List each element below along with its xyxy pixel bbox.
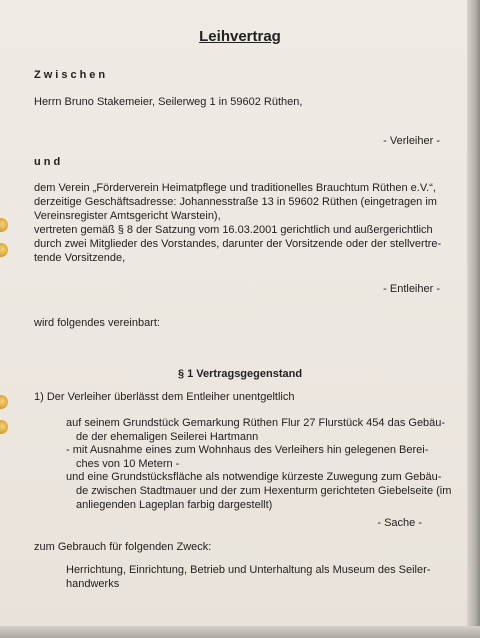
- clause-1: 1) Der Verleiher überlässt dem Entleiher unentgeltlich: [34, 391, 295, 403]
- lender-role: - Verleiher -: [383, 135, 440, 147]
- association-line: derzeitige Geschäftsadresse: Johannesstraße 13 in 59602 Rüthen (eingetragen im: [34, 196, 437, 208]
- page-edge: [467, 0, 480, 638]
- lender-name: Herrn Bruno Stakemeier, Seilerweg 1 in 59602 Rüthen,: [34, 96, 303, 108]
- party-separator-und: und: [34, 156, 64, 168]
- association-line: durch zwei Mitglieder des Vorstandes, darunter der Vorsitzende oder der stellvertre-: [34, 238, 442, 250]
- document-title: Leihvertrag: [199, 28, 281, 45]
- property-line: de zwischen Stadtmauer und der zum Hexenturm gerichteten Giebelseite (im: [76, 485, 452, 497]
- purpose-line: Herrichtung, Einrichtung, Betrieb und Unterhaltung als Museum des Seiler-: [66, 564, 431, 576]
- party-separator-zwischen: Zwischen: [34, 69, 109, 81]
- punch-hole: [0, 243, 8, 257]
- property-line: und eine Grundstücksfläche als notwendige kürzeste Zuwegung zum Gebäu-: [66, 471, 442, 483]
- agreement-intro: wird folgendes vereinbart:: [34, 317, 160, 329]
- thing-role: - Sache -: [377, 517, 422, 529]
- punch-hole: [0, 218, 8, 232]
- punch-hole: [0, 420, 8, 434]
- association-line: vertreten gemäß § 8 der Satzung vom 16.03.2001 gerichtlich und außergerichtlich: [34, 224, 433, 236]
- association-line: Vereinsregister Amtsgericht Warstein),: [34, 210, 221, 222]
- property-line: auf seinem Grundstück Gemarkung Rüthen Flur 27 Flurstück 454 das Gebäu-: [66, 417, 446, 429]
- punch-hole: [0, 395, 8, 409]
- purpose-intro: zum Gebrauch für folgenden Zweck:: [34, 541, 212, 553]
- association-line: dem Verein „Förderverein Heimatpflege und traditionelles Brauchtum Rüthen e.V.“,: [34, 182, 436, 194]
- property-line: ches von 10 Metern -: [76, 458, 180, 470]
- section-1-heading: § 1 Vertragsgegenstand: [177, 368, 303, 380]
- page-bottom-edge: [0, 626, 480, 638]
- property-line: - mit Ausnahme eines zum Wohnhaus des Verleihers hin gelegenen Berei-: [66, 444, 429, 456]
- property-line: de der ehemaligen Seilerei Hartmann: [76, 431, 259, 443]
- property-line: anliegenden Lageplan farbig dargestellt): [76, 499, 273, 511]
- purpose-line: handwerks: [66, 578, 120, 590]
- association-line: tende Vorsitzende,: [34, 252, 126, 264]
- borrower-role: - Entleiher -: [383, 283, 440, 295]
